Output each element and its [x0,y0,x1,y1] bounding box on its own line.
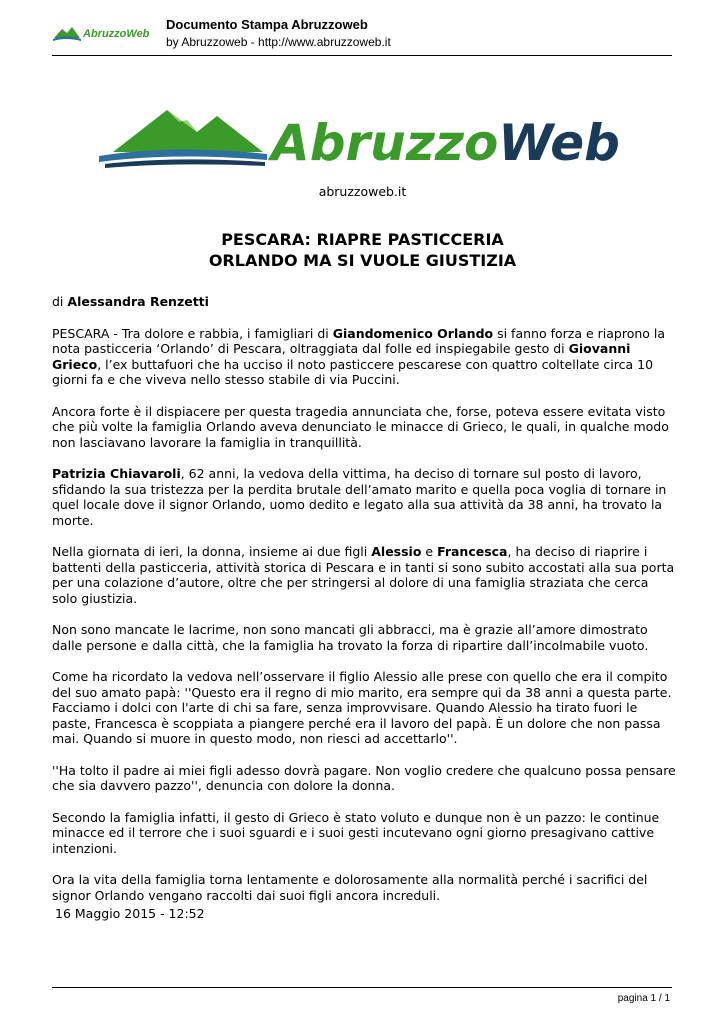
paragraph-9: Ora la vita della famiglia torna lentamente e dolorosamente alla normalità perché i sacrifici del signor Orlando vengano raccolti dai suoi figli ancora increduli. [52,872,648,903]
document-subtitle: by Abruzzoweb - http://www.abruzzoweb.it [166,35,391,49]
logo-text-web: Web [498,114,620,172]
article-body [52,294,677,919]
logo-text-abruzzo: Abruzzo [271,114,499,172]
paragraph-8: Secondo la famiglia infatti, il gesto di Grieco è stato voluto e dunque non è un pazzo: le continue minacce ed il terrore che i suoi sguardi e i suoi gesti incutevano ogni giorno presagivano cattive intenzioni. [52,809,660,856]
paragraph-3: Patrizia Chiavaroli, 62 anni, la vedova della vittima, ha deciso di tornare sul posto di lavoro, sfidando la sua tristezza per la perdita brutale dell’amato marito e quella poca voglia di tornare in quel locale dove il signor Orlando, uomo dedito e legato alla sua attività da 38 anni, ha trovato la morte. [52,466,667,528]
site-name: abruzzoweb.it [318,184,407,199]
page-number: pagina 1 / 1 [617,993,670,1004]
svg-text:AbruzzoWeb [267,114,620,172]
footer-divider [52,987,672,988]
document-title: Documento Stampa Abruzzoweb [166,17,368,32]
mountain-icon [54,27,80,38]
logo-mountain-icon [113,110,263,152]
article-title [0,229,725,271]
header-logo-text: AbruzzoWeb [83,28,150,40]
publish-date: 16 Maggio 2015 - 12:52 [55,906,205,921]
paragraph-4: Nella giornata di ieri, la donna, insieme ai due figli Alessio e Francesca, ha deciso di riaprire i battenti della pasticceria, attività storica di Pescara e in tanti si sono subito accostati alla sua porta per una colazione d’autore, oltre che per stringersi al dolore di una famiglia straziata che cerca solo giustizia. [52,544,675,606]
article-title-line-2: ORLANDO MA SI VUOLE GIUSTIZIA [208,251,517,270]
header-logo [52,22,152,44]
paragraph-1: PESCARA - Tra dolore e rabbia, i famigliari di Giandomenico Orlando si fanno forza e riaprono la nota pasticceria ‘Orlando’ di Pescara, oltraggiata dal folle ed inspiegabile gesto di Giovanni Grieco, l’ex buttafuori che ha ucciso il noto pasticcere pescarese con quattro coltellate circa 10 giorni fa e che viveva nello stesso stabile di via Puccini. [52,325,666,387]
header-divider [52,55,672,56]
paragraph-2: Ancora forte è il dispiacere per questa tragedia annunciata che, forse, poteva essere evitata visto che più volte la famiglia Orlando aveva denunciato le minacce di Grieco, le quali, in qualche modo non lasciavano lavorare la famiglia in tranquillità. [52,403,669,450]
paragraph-5: Non sono mancate le lacrime, non sono mancati gli abbracci, ma è grazie all’amore dimostrato dalle persone e dalla città, che la famiglia ha trovato la forza di ripartire dall’incolmabile vuoto. [52,622,649,653]
author-name: Alessandra Renzetti [67,294,209,309]
paragraph-7: ''Ha tolto il padre ai miei figli adesso dovrà pagare. Non voglio credere che qualcuno possa pensare che sia davvero pazzo'', denuncia con dolore la donna. [52,762,676,793]
byline: di Alessandra Renzetti [52,294,209,309]
paragraph-6: Come ha ricordato la vedova nell’osservare il figlio Alessio alle prese con quello che era il compito del suo amato papà: ''Questo era il regno di mio marito, era sempre qui da 38 anni a questa parte. Facciamo i dolci con l'arte di chi sa fare, senza improvvisare. Quando Alessio ha tirato fuori le paste, Francesca è scoppiata a piangere perché era il lavoro del papà. È un dolore che non passa mai. Quando si muore in questo modo, non riesci ad accettarlo''. [52,669,672,746]
article-title-line-1: PESCARA: RIAPRE PASTICCERIA [221,230,504,249]
site-logo [95,100,620,180]
